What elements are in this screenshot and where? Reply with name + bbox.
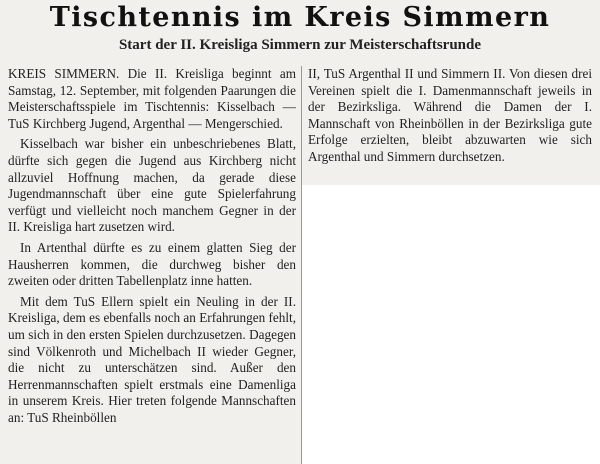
paragraph: KREIS SIMMERN. Die II. Kreisliga beginnt am Samstag, 12. September, mit folgenden Paarungen die Meisterschaftsspiele im Tischtennis: Kisselbach — TuS Kirchberg Jugend, Argenthal — Mengerschied. — [8, 66, 296, 131]
blank-area — [302, 185, 600, 464]
paragraph: Mit dem TuS Ellern spielt ein Neuling in der II. Kreisliga, dem es ebenfalls noch an Erfahrungen fehlt, um sich in den ersten Spielen durchzusetzen. Dagegen sind Völkenroth und Michelbach II wieder Gegner, die nicht zu unterschätzen sind. Außer den Herrenmannschaften spielt erstmals eine Damenliga in unserem Kreis. Hier treten folgende Mannschaften an: TuS Rheinböllen — [8, 293, 296, 425]
paragraph: Kisselbach war bisher ein unbeschriebenes Blatt, dürfte sich gegen die Jugend aus Kirchberg nicht allzuviel Hoffnung machen, da gerade diese Jugendmannschaft über eine gute Spielerfahrung verfügt und vielleicht noch manchem Gegner in der II. Kreisliga hart zusetzen wird. — [8, 136, 296, 235]
column-divider — [301, 66, 302, 464]
paragraph: II, TuS Argenthal II und Simmern II. Von diesen drei Vereinen spielt die I. Damenmannschaft jeweils in der Bezirksliga. Während die Damen der I. Mannschaft von Rheinböllen in der Bezirksliga gute Erfolge erzielten, bleibt abzuwarten wie sich Argenthal und Simmern durchsetzen. — [308, 66, 592, 164]
headline: Tischtennis im Kreis Simmern — [49, 2, 551, 33]
left-column — [8, 66, 296, 430]
right-column — [308, 66, 592, 170]
paragraph: In Artenthal dürfte es zu einem glatten Sieg der Hausherren kommen, die durchweg bisher den zweiten oder dritten Tabellenplatz inne hatten. — [8, 239, 296, 289]
subheadline: Start der II. Kreisliga Simmern zur Meisterschaftsrunde — [118, 37, 482, 53]
